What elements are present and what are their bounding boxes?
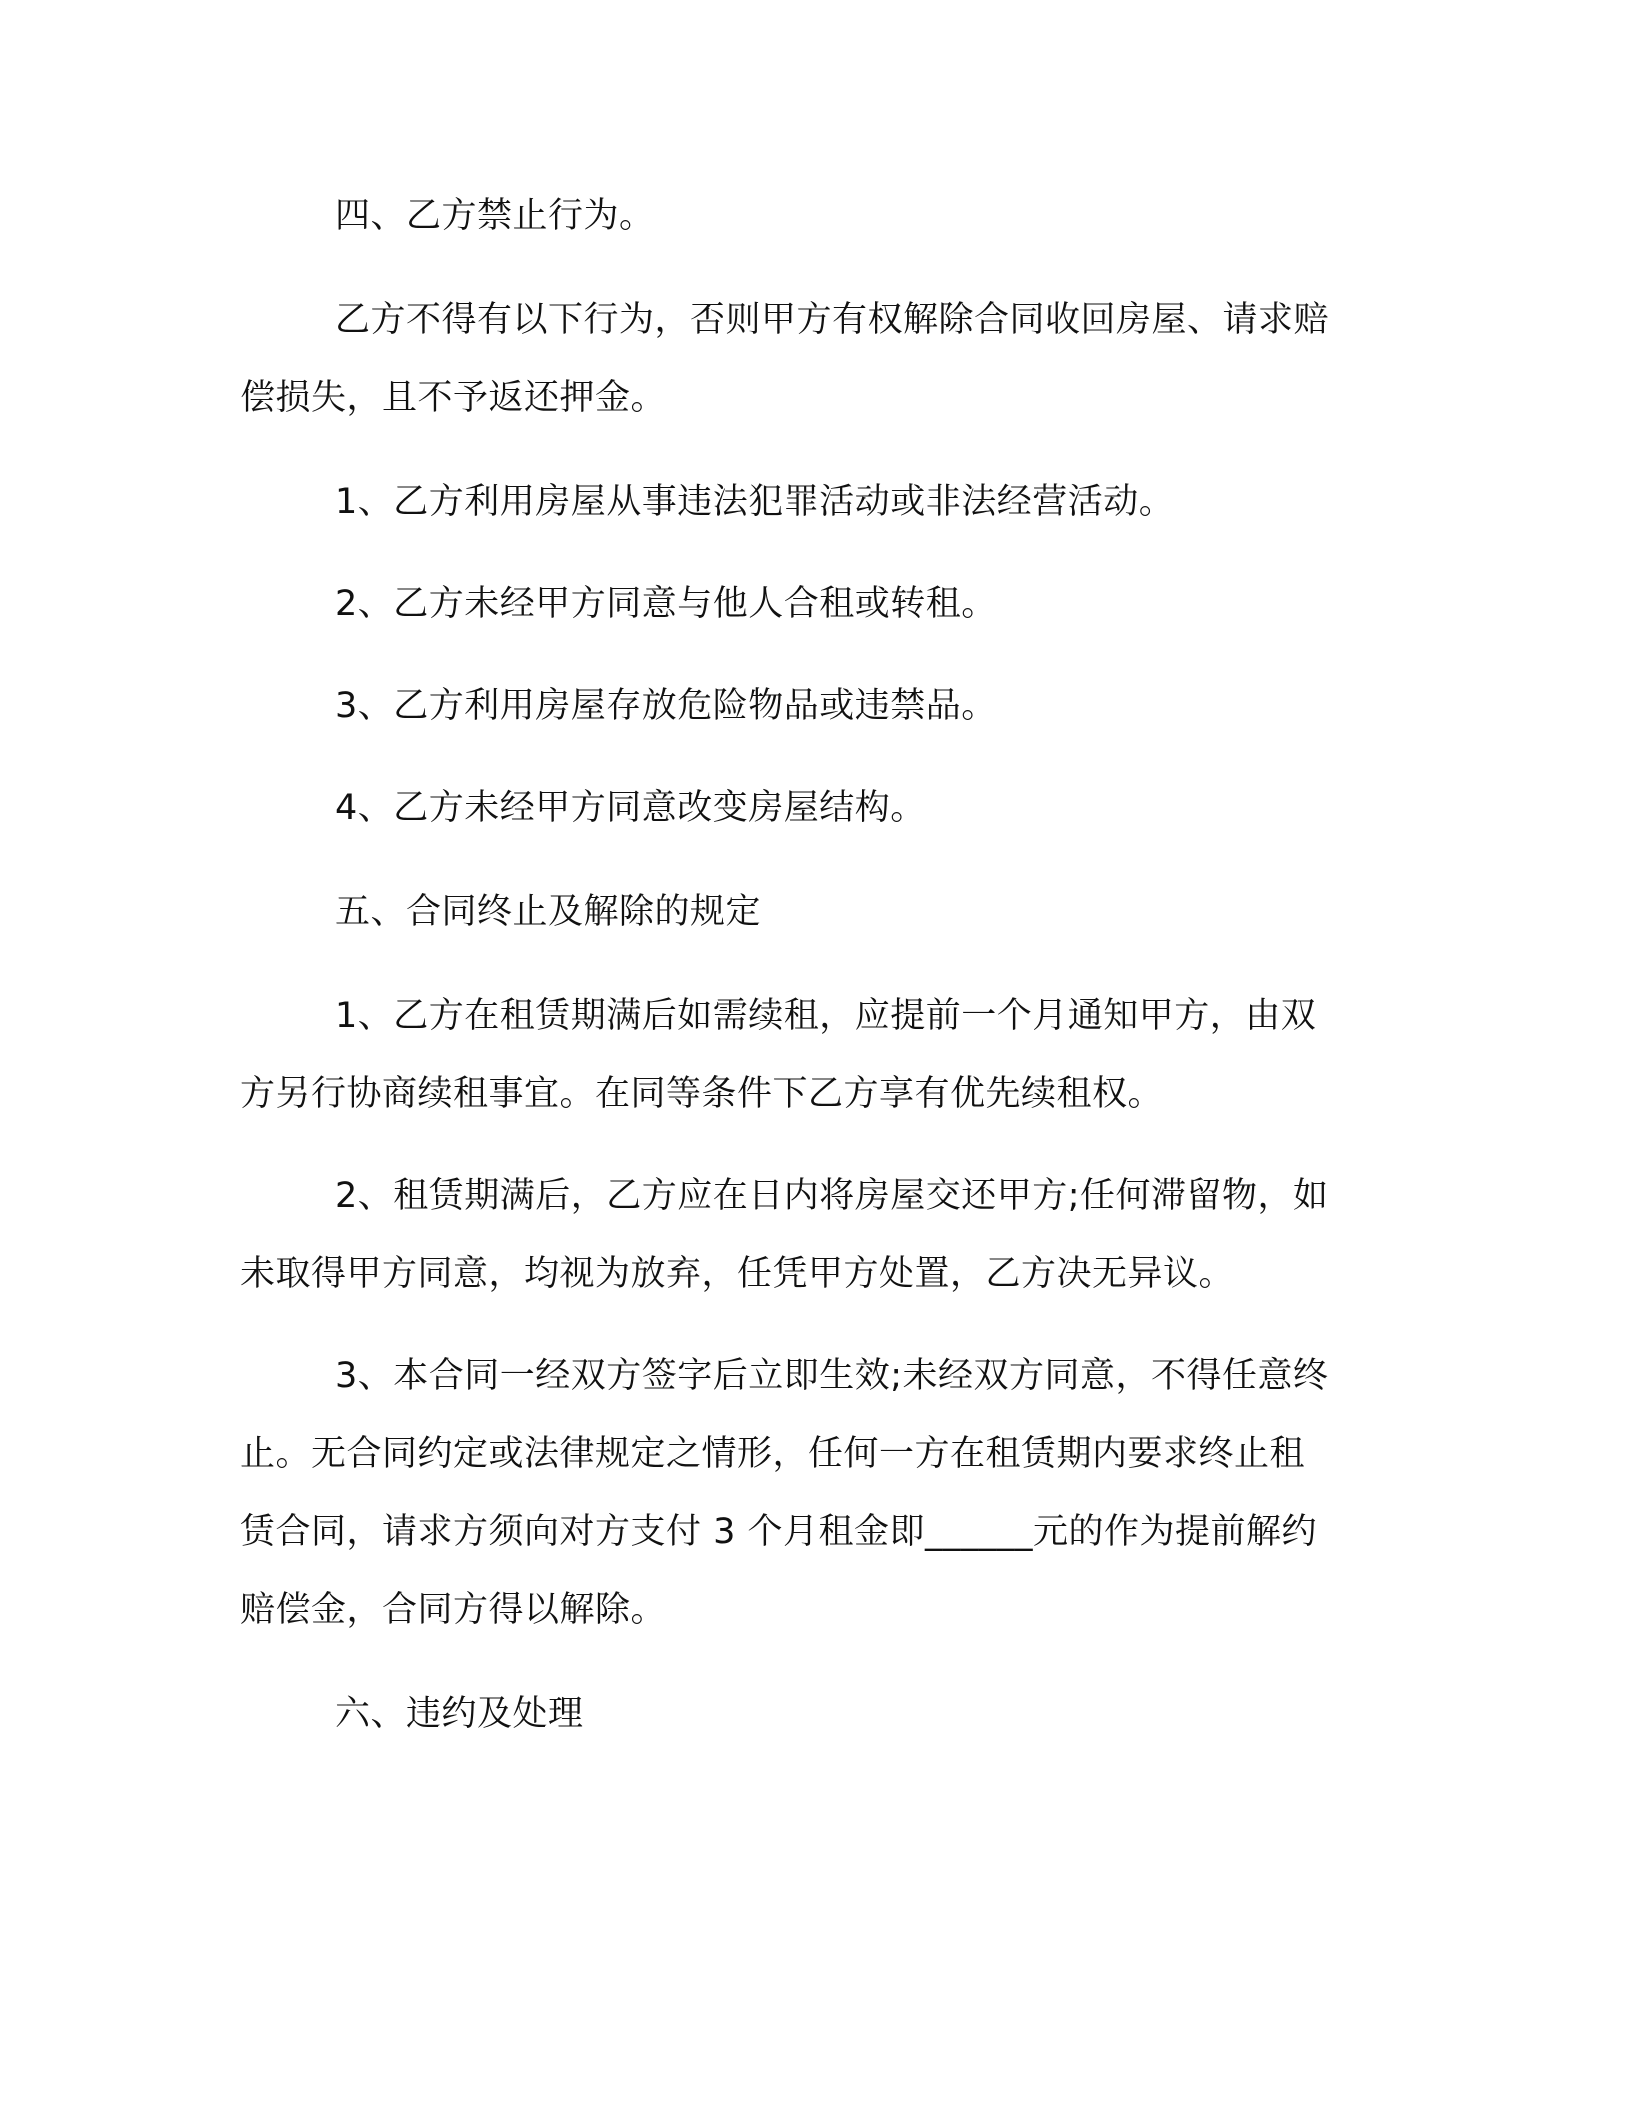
section-heading-six: 六、违约及处理 bbox=[335, 1694, 584, 1734]
termination-item-3-line-3: 赁合同，请求方须向对方支付 3 个月租金即______元的作为提前解约 bbox=[240, 1512, 1318, 1552]
termination-item-2-line-2: 未取得甲方同意，均视为放弃，任凭甲方处置，乙方决无异议。 bbox=[240, 1254, 1235, 1294]
prohibited-item-1: 1、乙方利用房屋从事违法犯罪活动或非法经营活动。 bbox=[335, 482, 1175, 522]
prohibited-item-3: 3、乙方利用房屋存放危险物品或违禁品。 bbox=[335, 686, 997, 726]
termination-item-1-line-1: 1、乙方在租赁期满后如需续租，应提前一个月通知甲方，由双 bbox=[335, 996, 1317, 1036]
prohibited-item-2: 2、乙方未经甲方同意与他人合租或转租。 bbox=[335, 584, 997, 624]
section-heading-five: 五、合同终止及解除的规定 bbox=[335, 892, 762, 932]
termination-item-3-line-2: 止。无合同约定或法律规定之情形，任何一方在租赁期内要求终止租 bbox=[240, 1434, 1306, 1474]
termination-item-2-line-1: 2、租赁期满后，乙方应在日内将房屋交还甲方;任何滞留物，如 bbox=[335, 1176, 1329, 1216]
prohibited-intro-line-1: 乙方不得有以下行为，否则甲方有权解除合同收回房屋、请求赔 bbox=[335, 300, 1330, 340]
section-heading-four: 四、乙方禁止行为。 bbox=[335, 196, 655, 236]
termination-item-1-line-2: 方另行协商续租事宜。在同等条件下乙方享有优先续租权。 bbox=[240, 1074, 1164, 1114]
prohibited-intro-line-2: 偿损失，且不予返还押金。 bbox=[240, 378, 667, 418]
prohibited-item-4: 4、乙方未经甲方同意改变房屋结构。 bbox=[335, 788, 926, 828]
termination-item-3-line-1: 3、本合同一经双方签字后立即生效;未经双方同意，不得任意终 bbox=[335, 1356, 1329, 1396]
termination-item-3-line-4: 赔偿金，合同方得以解除。 bbox=[240, 1590, 667, 1630]
